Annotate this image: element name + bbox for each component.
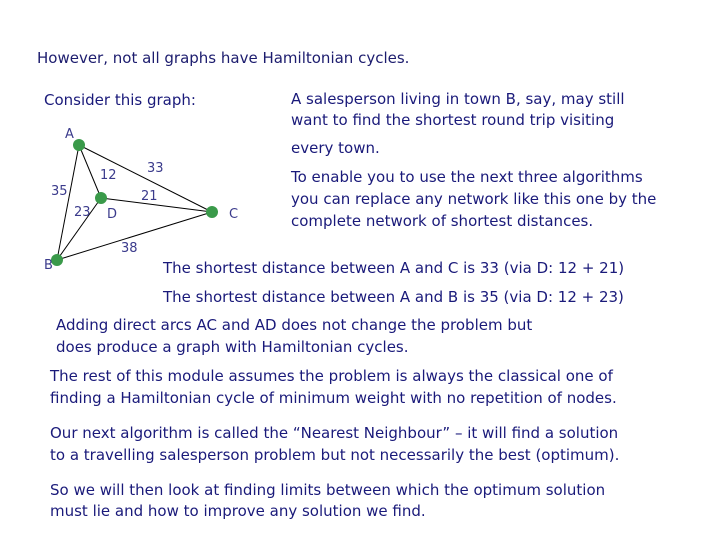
adding-line-2: does produce a graph with Hamiltonian cycles. <box>56 338 409 356</box>
rest-line-1: The rest of this module assumes the problem is always the classical one of <box>50 367 613 385</box>
limits-line-1: So we will then look at finding limits between which the optimum solution <box>50 481 606 499</box>
salesperson-line-3: every town. <box>291 139 380 157</box>
weight-ad: 12 <box>100 168 117 183</box>
node-d <box>95 192 107 204</box>
rest-line-2: finding a Hamiltonian cycle of minimum weight with no repetition of nodes. <box>50 389 617 407</box>
node-label-b: B <box>44 258 53 273</box>
next-algo-line-2: to a travelling salesperson problem but not necessarily the best (optimum). <box>50 446 620 464</box>
enable-line-2: you can replace any network like this one by the <box>291 190 657 208</box>
enable-line-1: To enable you to use the next three algorithms <box>291 168 643 186</box>
adding-line-1: Adding direct arcs AC and AD does not change the problem but <box>56 316 533 334</box>
limits-line-2: must lie and how to improve any solution we find. <box>50 502 426 520</box>
enable-line-3: complete network of shortest distances. <box>291 212 594 230</box>
shortest-ac-line: The shortest distance between A and C is 33 (via D: 12 + 21) <box>163 259 625 277</box>
intro-line: However, not all graphs have Hamiltonian cycles. <box>37 49 410 67</box>
node-a <box>73 139 85 151</box>
weight-bd: 23 <box>74 205 91 220</box>
node-label-d: D <box>107 207 118 222</box>
weight-dc: 21 <box>141 189 158 204</box>
salesperson-line-2: want to find the shortest round trip visiting <box>291 111 615 129</box>
salesperson-line-1: A salesperson living in town B, say, may still <box>291 90 625 108</box>
node-label-c: C <box>229 207 239 222</box>
next-algo-line-1: Our next algorithm is called the “Nearest Neighbour” – it will find a solution <box>50 424 619 442</box>
weight-bc: 38 <box>121 241 138 256</box>
weight-ac: 33 <box>147 161 164 176</box>
weight-ab: 35 <box>51 184 68 199</box>
node-label-a: A <box>65 127 74 142</box>
node-c <box>206 206 218 218</box>
edge-a-d <box>79 145 101 198</box>
consider-label: Consider this graph: <box>44 91 196 109</box>
edge-a-b <box>57 145 79 260</box>
shortest-ab-line: The shortest distance between A and B is 35 (via D: 12 + 23) <box>163 288 624 306</box>
